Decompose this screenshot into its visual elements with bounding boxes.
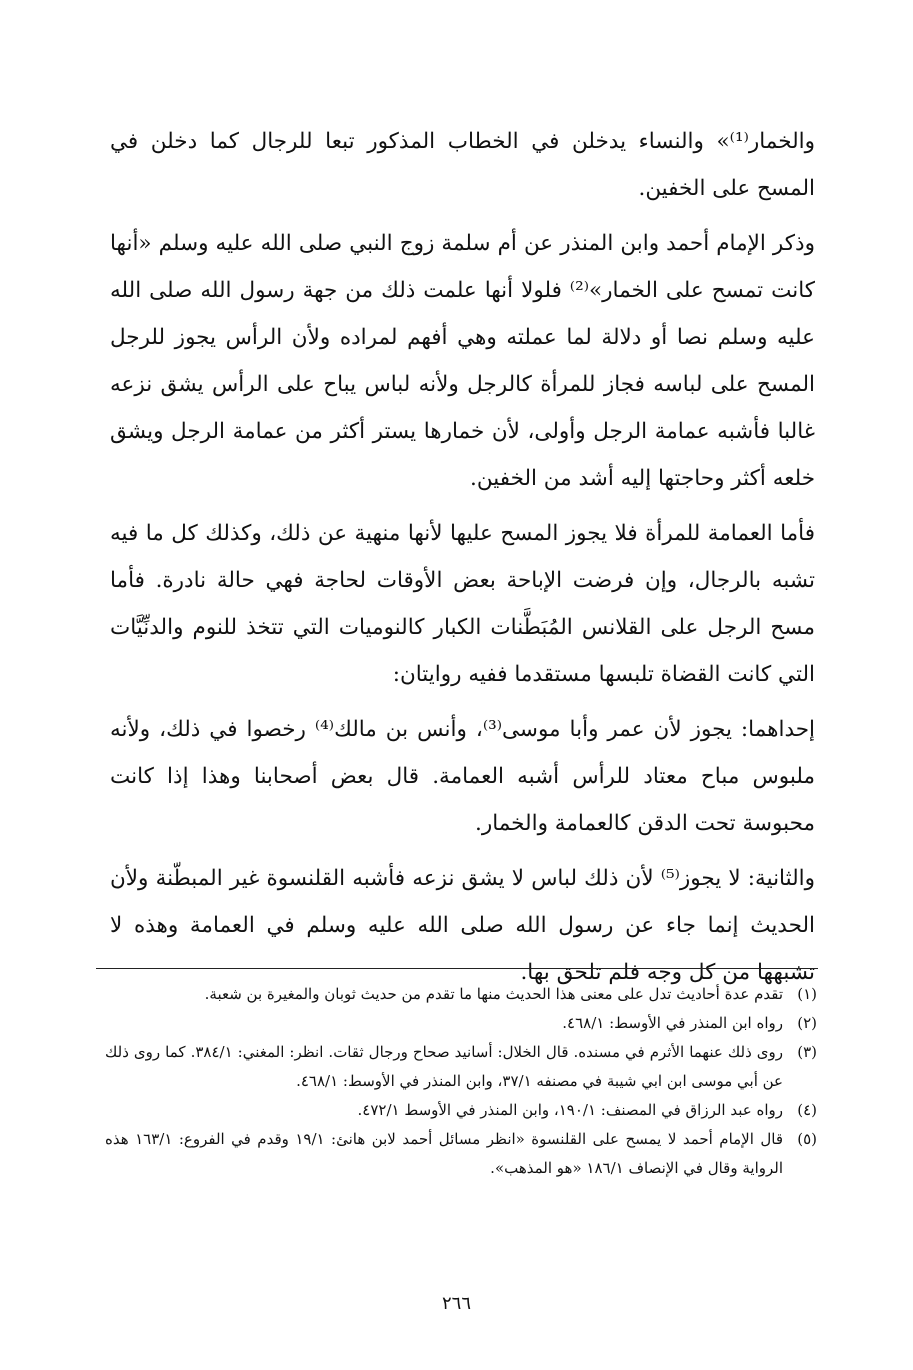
footnote-number: (٢) — [797, 1014, 817, 1032]
footnotes — [105, 980, 817, 1183]
paragraph-5: والثانية: لا يجوز⁽⁵⁾ لأن ذلك لباس لا يشق نزعه فأشبه القلنسوة غير المبطّنة ولأن الحديث إنما جاء عن رسول الله صلى الله عليه وسلم في العمامة وهذه لا تشبهها من كل وجه فلم تلحق بها. — [110, 866, 815, 985]
footnote-divider — [96, 968, 818, 969]
paragraph-4: إحداهما: يجوز لأن عمر وأبا موسى⁽³⁾، وأنس بن مالك⁽⁴⁾ رخصوا في ذلك، ولأنه ملبوس مباح معتاد للرأس أشبه العمامة. قال بعض أصحابنا وهذا إذا كانت محبوسة تحت الدقن كالعمامة والخمار. — [110, 717, 816, 836]
footnote-text: رواه عبد الرزاق في المصنف: ١٩٠/١، وابن المنذر في الأوسط ٤٧٢/١. — [357, 1101, 783, 1119]
page-number: ٢٦٦ — [441, 1293, 471, 1314]
footnote-2 — [105, 1009, 817, 1038]
footnote-5 — [105, 1125, 817, 1183]
footnote-number: (١) — [797, 985, 817, 1003]
footnote-number: (٣) — [797, 1043, 817, 1061]
footnote-number: (٥) — [797, 1130, 817, 1148]
paragraph-3: فأما العمامة للمرأة فلا يجوز المسح عليها لأنها منهية عن ذلك، وكذلك كل ما فيه تشبه بالرجال، وإن فرضت الإباحة بعض الأوقات لحاجة فهي حالة نادرة. فأما مسح الرجل على القلانس المُبَطَّنات الكبار كالنوميات التي تتخذ للنوم والدنِّيَّات التي كانت القضاة تلبسها مستقدما ففيه روايتان: — [110, 521, 815, 687]
footnote-1 — [105, 980, 817, 1009]
main-text — [110, 118, 815, 1004]
footnote-text: رواه ابن المنذر في الأوسط: ٤٦٨/١. — [562, 1014, 783, 1032]
footnote-text: قال الإمام أحمد لا يمسح على القلنسوة «انظر مسائل أحمد لابن هانئ: ١٩/١ وقدم في الفروع: ١٦٣/١ هذه الرواية وقال في الإنصاف ١٨٦/١ «هو المذهب». — [105, 1130, 783, 1177]
footnote-3 — [105, 1038, 817, 1096]
paragraph-1: والخمار⁽¹⁾» والنساء يدخلن في الخطاب المذكور تبعا للرجال كما دخلن في المسح على الخفين. — [110, 129, 815, 201]
footnote-text: تقدم عدة أحاديث تدل على معنى هذا الحديث منها ما تقدم من حديث ثوبان والمغيرة بن شعبة. — [204, 985, 783, 1003]
footnote-text: روى ذلك عنهما الأثرم في مسنده. قال الخلال: أسانيد صحاح ورجال ثقات. انظر: المغني: ٣٨٤/١. كما روى ذلك عن أبي موسى ابن ابي شيبة في مصنفه ٣٧/١، وابن المنذر في الأوسط: ٤٦٨/١. — [105, 1043, 783, 1090]
footnote-number: (٤) — [797, 1101, 817, 1119]
footnote-4 — [105, 1096, 817, 1125]
paragraph-2: وذكر الإمام أحمد وابن المنذر عن أم سلمة زوج النبي صلى الله عليه وسلم «أنها كانت تمسح على الخمار»⁽²⁾ فلولا أنها علمت ذلك من جهة رسول الله صلى الله عليه وسلم نصا أو دلالة لما عملته وهي أفهم لمراده ولأن الرأس يجوز للرجل المسح على لباسه فجاز للمرأة كالرجل ولأنه لباس يباح على الرأس يشق نزعه غالبا فأشبه عمامة الرجل وأولى، لأن خمارها يستر أكثر من عمامة الرجل ويشق خلعه أكثر وحاجتها إليه أشد من الخفين. — [110, 231, 815, 491]
